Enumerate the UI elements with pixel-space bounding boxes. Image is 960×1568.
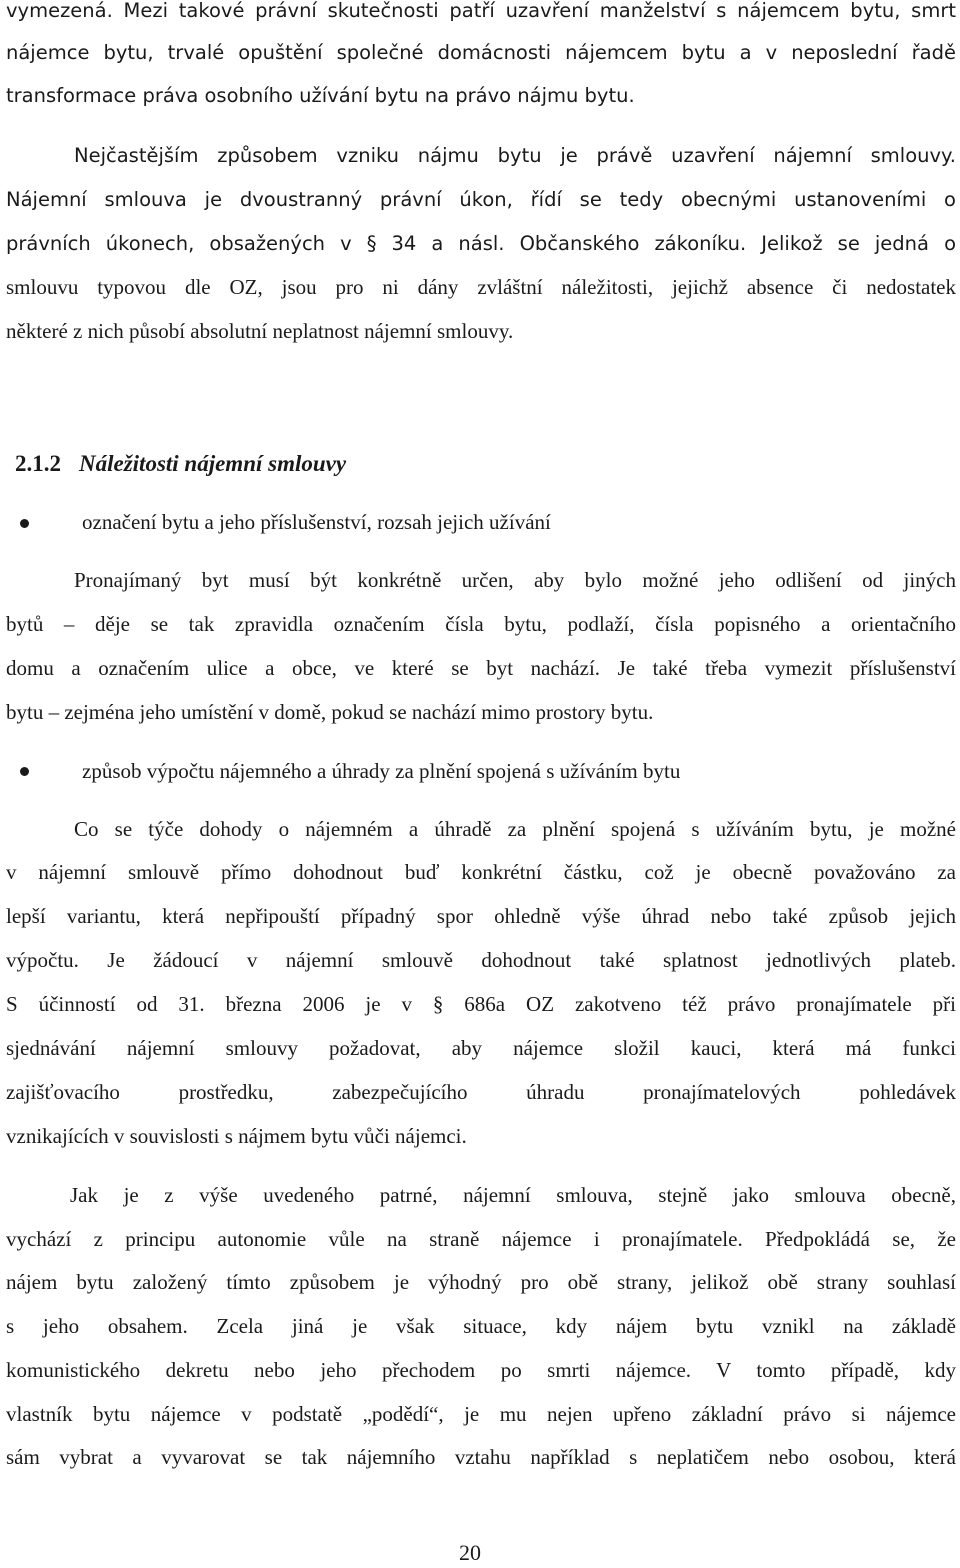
- paragraph-line: bytů – děje se tak zpravidla označením čísla bytu, podlaží, čísla popisného a orientačního: [6, 612, 956, 636]
- paragraph-line: vymezená. Mezi takové právní skutečnosti patří uzavření manželství s nájemcem bytu, smrt: [6, 0, 956, 22]
- paragraph-line: s jeho obsahem. Zcela jiná je však situace, kdy nájem bytu vznikl na základě: [6, 1314, 956, 1338]
- bullet-icon: [20, 519, 29, 528]
- paragraph-line: právních úkonech, obsažených v § 34 a násl. Občanského zákoníku. Jelikož se jedná o: [6, 232, 956, 255]
- paragraph-line: sám vybrat a vyvarovat se tak nájemního vztahu například s neplatičem nebo osobou, která: [6, 1445, 956, 1469]
- paragraph-line: Jak je z výše uvedeného patrné, nájemní smlouva, stejně jako smlouva obecně,: [70, 1183, 956, 1207]
- bullet-icon: [20, 767, 29, 776]
- paragraph-line: zajišťovacího prostředku, zabezpečujícího úhradu pronajímatelových pohledávek: [6, 1080, 956, 1104]
- paragraph-line: sjednávání nájemní smlouvy požadovat, aby nájemce složil kauci, která má funkci: [6, 1036, 956, 1060]
- paragraph-line: Nájemní smlouva je dvoustranný právní úkon, řídí se tedy obecnými ustanoveními o: [6, 188, 956, 211]
- paragraph-line: S účinností od 31. března 2006 je v § 686a OZ zakotveno též právo pronajímatele při: [6, 992, 956, 1016]
- paragraph-line: smlouvu typovou dle OZ, jsou pro ni dány zvláštní náležitosti, jejichž absence či nedostatek: [6, 275, 956, 299]
- paragraph-line: komunistického dekretu nebo jeho přechodem po smrti nájemce. V tomto případě, kdy: [6, 1358, 956, 1382]
- paragraph-line: vlastník bytu nájemce v podstatě „podědí“, je mu nejen upřeno základní právo si nájemce: [6, 1402, 956, 1426]
- bullet-item-text: způsob výpočtu nájemného a úhrady za plnění spojená s užíváním bytu: [82, 759, 681, 783]
- section-title: Náležitosti nájemní smlouvy: [79, 451, 347, 476]
- paragraph-line: lepší variantu, která nepřipouští případný spor ohledně výše úhrad nebo také způsob jejich: [6, 904, 956, 928]
- paragraph-line: výpočtu. Je žádoucí v nájemní smlouvě dohodnout také splatnost jednotlivých plateb.: [6, 948, 956, 972]
- paragraph-line: transformace práva osobního užívání bytu na právo nájmu bytu.: [6, 84, 635, 107]
- paragraph-line: nájem bytu založený tímto způsobem je výhodný pro obě strany, jelikož obě strany souhlasí: [6, 1270, 956, 1294]
- paragraph-line: nájemce bytu, trvalé opuštění společné domácnosti nájemcem bytu a v neposlední řadě: [6, 41, 956, 64]
- paragraph-line: Nejčastějším způsobem vzniku nájmu bytu je právě uzavření nájemní smlouvy.: [74, 144, 956, 167]
- paragraph-line: domu a označením ulice a obce, ve které se byt nachází. Je také třeba vymezit příslušenství: [6, 656, 956, 680]
- bullet-item-text: označení bytu a jeho příslušenství, rozsah jejich užívání: [82, 510, 551, 534]
- paragraph-line: Co se týče dohody o nájemném a úhradě za plnění spojená s užíváním bytu, je možné: [74, 817, 956, 841]
- paragraph-line: vznikajících v souvislosti s nájmem bytu vůči nájemci.: [6, 1124, 467, 1148]
- paragraph-line: Pronajímaný byt musí být konkrétně určen, aby bylo možné jeho odlišení od jiných: [74, 568, 956, 592]
- section-heading: [15, 448, 346, 480]
- page-number: 20: [459, 1540, 481, 1565]
- paragraph-line: vychází z principu autonomie vůle na straně nájemce i pronajímatele. Předpokládá se, že: [6, 1227, 956, 1251]
- paragraph-line: v nájemní smlouvě přímo dohodnout buď konkrétní částku, což je obecně považováno za: [6, 860, 956, 884]
- paragraph-line: některé z nich působí absolutní neplatnost nájemní smlouvy.: [6, 319, 514, 343]
- paragraph-line: bytu – zejména jeho umístění v domě, pokud se nachází mimo prostory bytu.: [6, 700, 654, 724]
- section-number: 2.1.2: [15, 451, 61, 476]
